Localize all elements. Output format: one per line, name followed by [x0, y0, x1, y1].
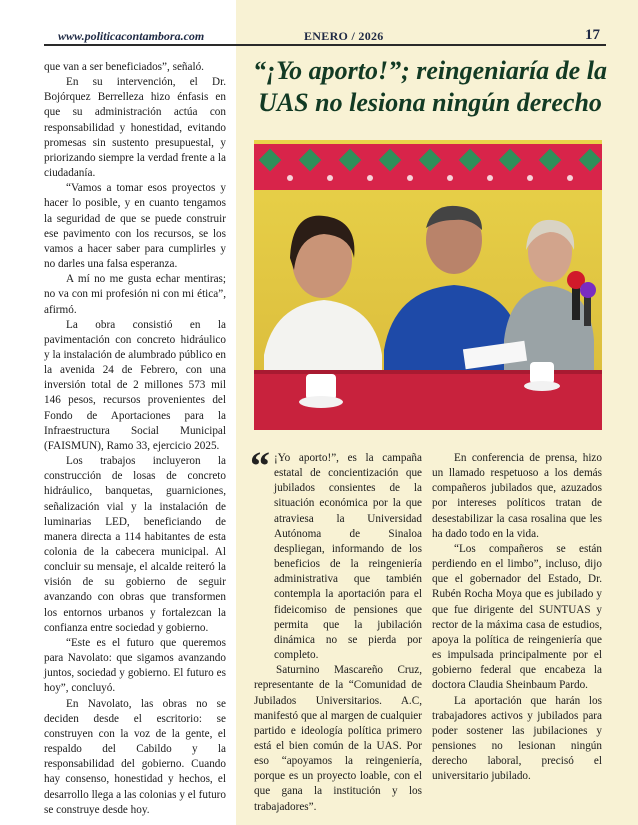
- right-column: [432, 451, 602, 784]
- left-paragraph: Los trabajos incluyeron la construcción de losas de concreto hidráulico, banquetas, guarniciones, señalización vial y la instalación de luminarias LED, beneficiando de manera directa a 114 habitantes de esta colonia de la cabecera municipal. Al concluir su mensaje, el alcalde reiteró la visión de su gobierno de seguir avanzando con obras que transformen los entornos urbanos y fortalezcan la confianza entre sociedad y gobierno.: [44, 455, 226, 634]
- middle-paragraph: Saturnino Mascareño Cruz, representante de la “Comunidad de Jubilados Universitarios. A.C, manifestó que al margen de cualquier partido e ideología política primero está el bien común de la UAS. Por eso “apoyamos la reingeniería, porque es un proyecto loable, con el que gana la institución y los trabajadores”.: [254, 664, 422, 813]
- left-paragraph: A mí no me gusta echar mentiras; no va con mi profesión ni con mi ética”, afirmó.: [44, 273, 226, 316]
- drop-quote-mark: “: [250, 443, 270, 488]
- header-page-number: 17: [585, 27, 600, 43]
- right-paragraph: En conferencia de prensa, hizo un llamado respetuoso a los demás compañeros jubilados que, azuzados por intereses políticos tratan de desestabilizar la casa rosalina que les ha dado todo en la vida.: [432, 452, 602, 540]
- left-paragraph: En Navolato, las obras no se deciden desde el escritorio: se construyen con la voz de la gente, el respaldo del Cabildo y la responsabilidad del gobierno. Cuando hay consenso, honestidad y hechos, el desarrollo llega a las colonias y el futuro se construye desde hoy.: [44, 697, 226, 816]
- middle-paragraph: ¡Yo aporto!”, es la campaña estatal de concientización que jubilados consientes de la situación económica por la que atraviesa la Universidad Autónoma de Sinaloa despliegan, informando de los beneficios de la reingeniería administrativa que también contempla la aportación para el fideicomiso de pensiones que permita que la jubilación dinámica no se pierda por completo.: [274, 452, 422, 662]
- left-paragraph: La obra consistió en la pavimentación con concreto hidráulico y la instalación de alumbrado público en la avenida 24 de Febrero, con una inversión total de 2 millones 573 mil 146 pesos, recursos provenientes del Fondo de Aportaciones para la Infraestructura Social Municipal (FAISMUN), Ramo 33, ejercicio 2025.: [44, 318, 226, 452]
- header-rule: [44, 44, 606, 46]
- left-paragraph: “Este es el futuro que queremos para Navolato: que sigamos avanzando juntos, sociedad y gobierno. El futuro es hoy”, concluyó.: [44, 636, 226, 695]
- header-site-url: www.politicacontambora.com: [58, 29, 205, 43]
- article-headline: “¡Yo aporto!”; reingeniaría de la UAS no lesiona ningún derecho: [253, 56, 607, 117]
- left-paragraph: “Vamos a tomar esos proyectos y hacer lo posible, y en cuanto tengamos la seguridad de que se puede construir ese pavimento con los recursos, se los vamos a hacer saber para cumplirles y no darles una falsa esperanza.: [44, 182, 226, 271]
- right-paragraph: “Los compañeros se están perdiendo en el limbo”, incluso, dijo que el gobernador del Estado, Dr. Rubén Rocha Moya que es jubilado y que fue dirigente del SUNTUAS y rector de la máxima casa de estudios, apoya la política de reingeniería que es impulsada principalmente por el gobierno federal que encabeza la doctora Claudia Sheinbaum Pardo.: [432, 542, 602, 692]
- press-conference-photo: [254, 140, 602, 430]
- left-paragraph: que van a ser beneficiados”, señaló.: [44, 61, 204, 73]
- left-column: [44, 60, 226, 818]
- right-paragraph: La aportación que harán los trabajadores activos y jubilados para poder sostener las jubilaciones y pensiones no lesionan ningún derecho laboral, precisó el universitario jubilado.: [432, 694, 602, 783]
- header-date: ENERO / 2026: [304, 29, 384, 43]
- left-paragraph: En su intervención, el Dr. Bojórquez Berrelleza hizo énfasis en que su administración actúa con responsabilidad y honestidad, evitando promesas sin sustento presupuestal, y priorizando siempre la verdad frente a la ciudadanía.: [44, 76, 226, 180]
- middle-column: [254, 451, 422, 815]
